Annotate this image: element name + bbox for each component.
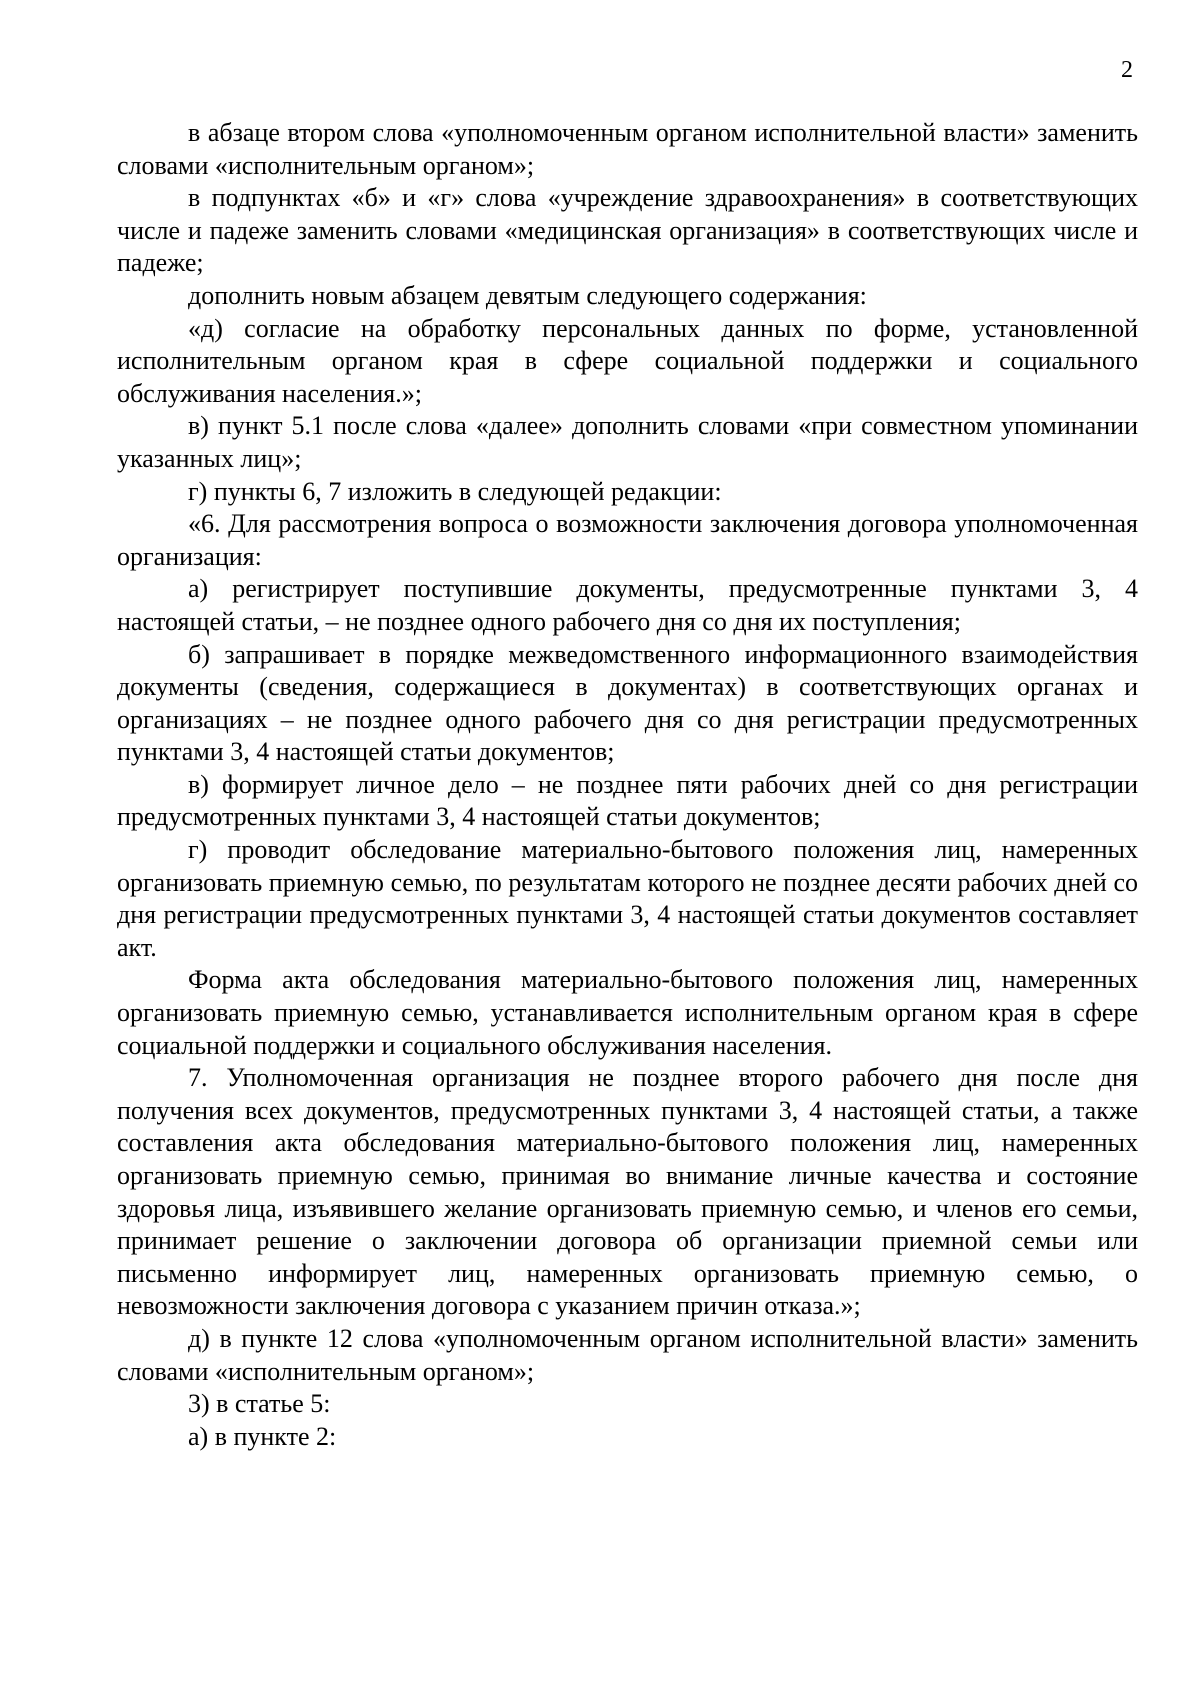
paragraph: «д) согласие на обработку персональных данных по форме, установленной исполнительным органом края в сфере социальной поддержки и социального обслуживания населения.»; — [117, 313, 1138, 408]
paragraph: Форма акта обследования материально-бытового положения лиц, намеренных организовать приемную семью, устанавливается исполнительным органом края в сфере социальной поддержки и социального обслуживания населения. — [117, 965, 1138, 1060]
paragraph: дополнить новым абзацем девятым следующего содержания: — [188, 280, 867, 310]
paragraph: 7. Уполномоченная организация не позднее второго рабочего дня после дня получения всех документов, предусмотренных пунктами 3, 4 настоящей статьи, а также составления акта обследования материально-бытового положения лиц, намеренных организовать приемную семью, принимая во внимание личные качества и состояние здоровья лица, изъявившего желание организовать приемную семью, и членов его семьи, принимает решение о заключении договора об организации приемной семьи или письменно информирует лиц, намеренных организовать приемную семью, о невозможности заключения договора с указанием причин отказа.»; — [117, 1063, 1138, 1321]
paragraph: «6. Для рассмотрения вопроса о возможности заключения договора уполномоченная организация: — [117, 509, 1138, 571]
paragraph: в абзаце втором слова «уполномоченным органом исполнительной власти» заменить словами «исполнительным органом»; — [117, 118, 1138, 180]
paragraph: г) проводит обследование материально-бытового положения лиц, намеренных организовать приемную семью, по результатам которого не позднее десяти рабочих дней со дня регистрации предусмотренных пунктами 3, 4 настоящей статьи документов составляет акт. — [117, 835, 1138, 962]
paragraph: а) в пункте 2: — [188, 1421, 337, 1451]
document-body — [117, 117, 1138, 1453]
paragraph: а) регистрирует поступившие документы, предусмотренные пунктами 3, 4 настоящей статьи, – не позднее одного рабочего дня со дня их поступления; — [117, 574, 1138, 636]
page-number: 2 — [1121, 57, 1133, 83]
paragraph: д) в пункте 12 слова «уполномоченным органом исполнительной власти» заменить словами «исполнительным органом»; — [117, 1323, 1138, 1386]
paragraph: в) формирует личное дело – не позднее пяти рабочих дней со дня регистрации предусмотренных пунктами 3, 4 настоящей статьи документов; — [117, 769, 1138, 832]
paragraph: в подпунктах «б» и «г» слова «учреждение здравоохранения» в соответствующих числе и падеже заменить словами «медицинская организация» в соответствующих числе и падеже; — [117, 183, 1138, 278]
paragraph: г) пункты 6, 7 изложить в следующей редакции: — [188, 476, 722, 506]
paragraph: в) пункт 5.1 после слова «далее» дополнить словами «при совместном упоминании указанных лиц»; — [117, 411, 1138, 473]
paragraph: 3) в статье 5: — [188, 1389, 331, 1419]
paragraph: б) запрашивает в порядке межведомственного информационного взаимодействия документы (сведения, содержащиеся в документах) в соответствующих органах и организациях – не позднее одного рабочего дня со дня регистрации предусмотренных пунктами 3, 4 настоящей статьи документов; — [117, 639, 1138, 767]
